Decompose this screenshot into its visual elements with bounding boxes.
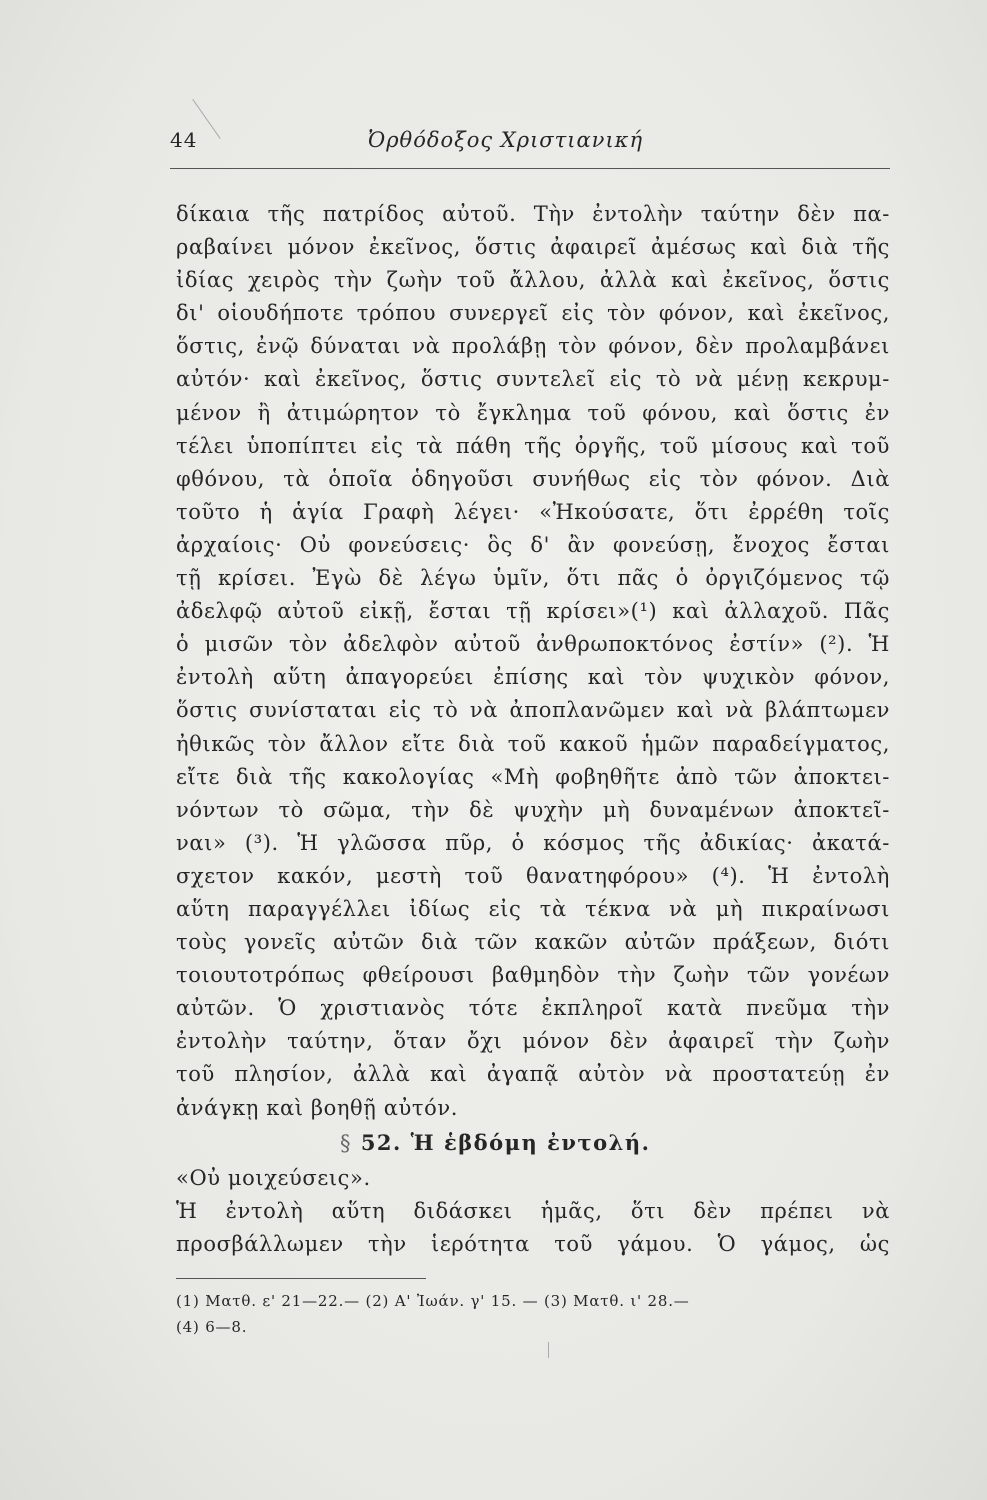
text-line: τῇ κρίσει. Ἐγὼ δὲ λέγω ὑμῖν, ὅτι πᾶς ὁ ὀργιζόμενος τῷ [176,566,890,591]
footnote-line: (4) 6—8. [176,1318,248,1336]
text-line: ἀνάγκῃ καὶ βοηθῇ αὐτόν. [176,1095,458,1120]
section-text-block [176,1162,890,1261]
text-line: αὐτῶν. Ὁ χριστιανὸς τότε ἐκπληροῖ κατὰ πνεῦμα τὴν [176,996,890,1021]
text-line: ὅστις, ἐνῷ δύναται νὰ προλάβῃ τὸν φόνον, δὲν προλαμβάνει [176,334,890,359]
text-line: ἀδελφῷ αὐτοῦ εἰκῇ, ἔσται τῇ κρίσει»(¹) καὶ ἀλλαχοῦ. Πᾶς [176,599,890,624]
text-line: τοιουτοτρόπως φθείρουσι βαθμηδὸν τὴν ζωὴν τῶν γονέων [176,963,890,988]
text-line: τοῦ πλησίον, ἀλλὰ καὶ ἀγαπᾷ αὐτὸν νὰ προστατεύῃ ἐν [176,1062,890,1087]
section-title: Ἡ ἑβδόμη ἐντολή. [410,1130,651,1155]
footnote-rule [176,1278,426,1279]
text-line: προσβάλλωμεν τὴν ἱερότητα τοῦ γάμου. Ὁ γάμος, ὡς [176,1232,890,1257]
main-text-block [176,198,890,1125]
page-header [170,128,890,158]
text-line: ὅστις συνίσταται εἰς τὸ νὰ ἀποπλανῶμεν καὶ νὰ βλάπτωμεν [176,698,890,723]
text-line: δίκαια τῆς πατρίδος αὐτοῦ. Τὴν ἐντολὴν ταύτην δὲν πα- [176,202,890,226]
text-line: «Οὐ μοιχεύσεις». [176,1166,371,1190]
text-line: ἀρχαίοις· Οὐ φονεύσεις· ὃς δ' ἂν φονεύσῃ, ἔνοχος ἔσται [176,532,890,557]
text-line: μένον ἢ ἀτιμώρητον τὸ ἔγκλημα τοῦ φόνου, καὶ ὅστις ἐν [176,400,890,425]
text-line: τέλει ὑποπίπτει εἰς τὰ πάθη τῆς ὀργῆς, τοῦ μίσους καὶ τοῦ [176,433,890,458]
text-line: ὁ μισῶν τὸν ἀδελφὸν αὐτοῦ ἀνθρωποκτόνος ἐστίν» (²). Ἡ [176,632,890,657]
section-sign: § [340,1131,352,1155]
text-line: αὕτη παραγγέλλει ἰδίως εἰς τὰ τέκνα νὰ μὴ πικραίνωσι [176,896,890,921]
text-line: ναι» (³). Ἡ γλῶσσα πῦρ, ὁ κόσμος τῆς ἀδικίας· ἀκατά- [176,830,890,855]
footnotes [176,1288,890,1340]
page-number: 44 [170,128,198,152]
header-rule [170,168,890,169]
text-line: ἠθικῶς τὸν ἄλλον εἴτε διὰ τοῦ κακοῦ ἡμῶν παραδείγματος, [176,731,890,756]
text-line: δι' οἱουδήποτε τρόπου συνεργεῖ εἰς τὸν φόνον, καὶ ἐκεῖνος, [176,301,890,326]
text-line: τοὺς γονεῖς αὐτῶν διὰ τῶν κακῶν αὐτῶν πράξεων, διότι [176,930,890,955]
text-line: φθόνου, τὰ ὁποῖα ὁδηγοῦσι συνήθως εἰς τὸν φόνον. Διὰ [176,466,890,491]
footnote-line: (1) Ματθ. ε' 21—22.— (2) Α' Ἰωάν. γ' 15. — (3) Ματθ. ι' 28.— [176,1292,690,1310]
running-title: Ὀρθόδοξος Χριστιανική [368,128,644,152]
text-line: τοῦτο ἡ ἁγία Γραφὴ λέγει· «Ἠκούσατε, ὅτι ἐρρέθη τοῖς [176,499,890,524]
margin-scratch [548,1342,549,1358]
text-line: ραβαίνει μόνον ἐκεῖνος, ὅστις ἀφαιρεῖ ἀμέσως καὶ διὰ τῆς [176,235,890,260]
text-line: νόντων τὸ σῶμα, τὴν δὲ ψυχὴν μὴ δυναμένων ἀποκτεῖ- [176,797,890,822]
text-line: ἰδίας χειρὸς τὴν ζωὴν τοῦ ἄλλου, ἀλλὰ καὶ ἐκεῖνος, ὅστις [176,268,890,293]
text-line: ἐντολὴ αὕτη ἀπαγορεύει ἐπίσης καὶ τὸν ψυχικὸν φόνον, [176,665,890,690]
text-line: εἴτε διὰ τῆς κακολογίας «Μὴ φοβηθῆτε ἀπὸ τῶν ἀποκτει- [176,764,890,789]
section-number: 52. [360,1130,402,1155]
text-line: ἐντολὴν ταύτην, ὅταν ὄχι μόνον δὲν ἀφαιρεῖ τὴν ζωὴν [176,1029,890,1054]
text-line: Ἡ ἐντολὴ αὕτη διδάσκει ἡμᾶς, ὅτι δὲν πρέπει νὰ [176,1199,890,1224]
text-line: αὐτόν· καὶ ἐκεῖνος, ὅστις συντελεῖ εἰς τὸ νὰ μένῃ κεκρυμ- [176,367,890,392]
text-line: σχετον κακόν, μεστὴ τοῦ θανατηφόρου» (⁴). Ἡ ἐντολὴ [176,863,890,888]
section-heading [340,1130,650,1155]
